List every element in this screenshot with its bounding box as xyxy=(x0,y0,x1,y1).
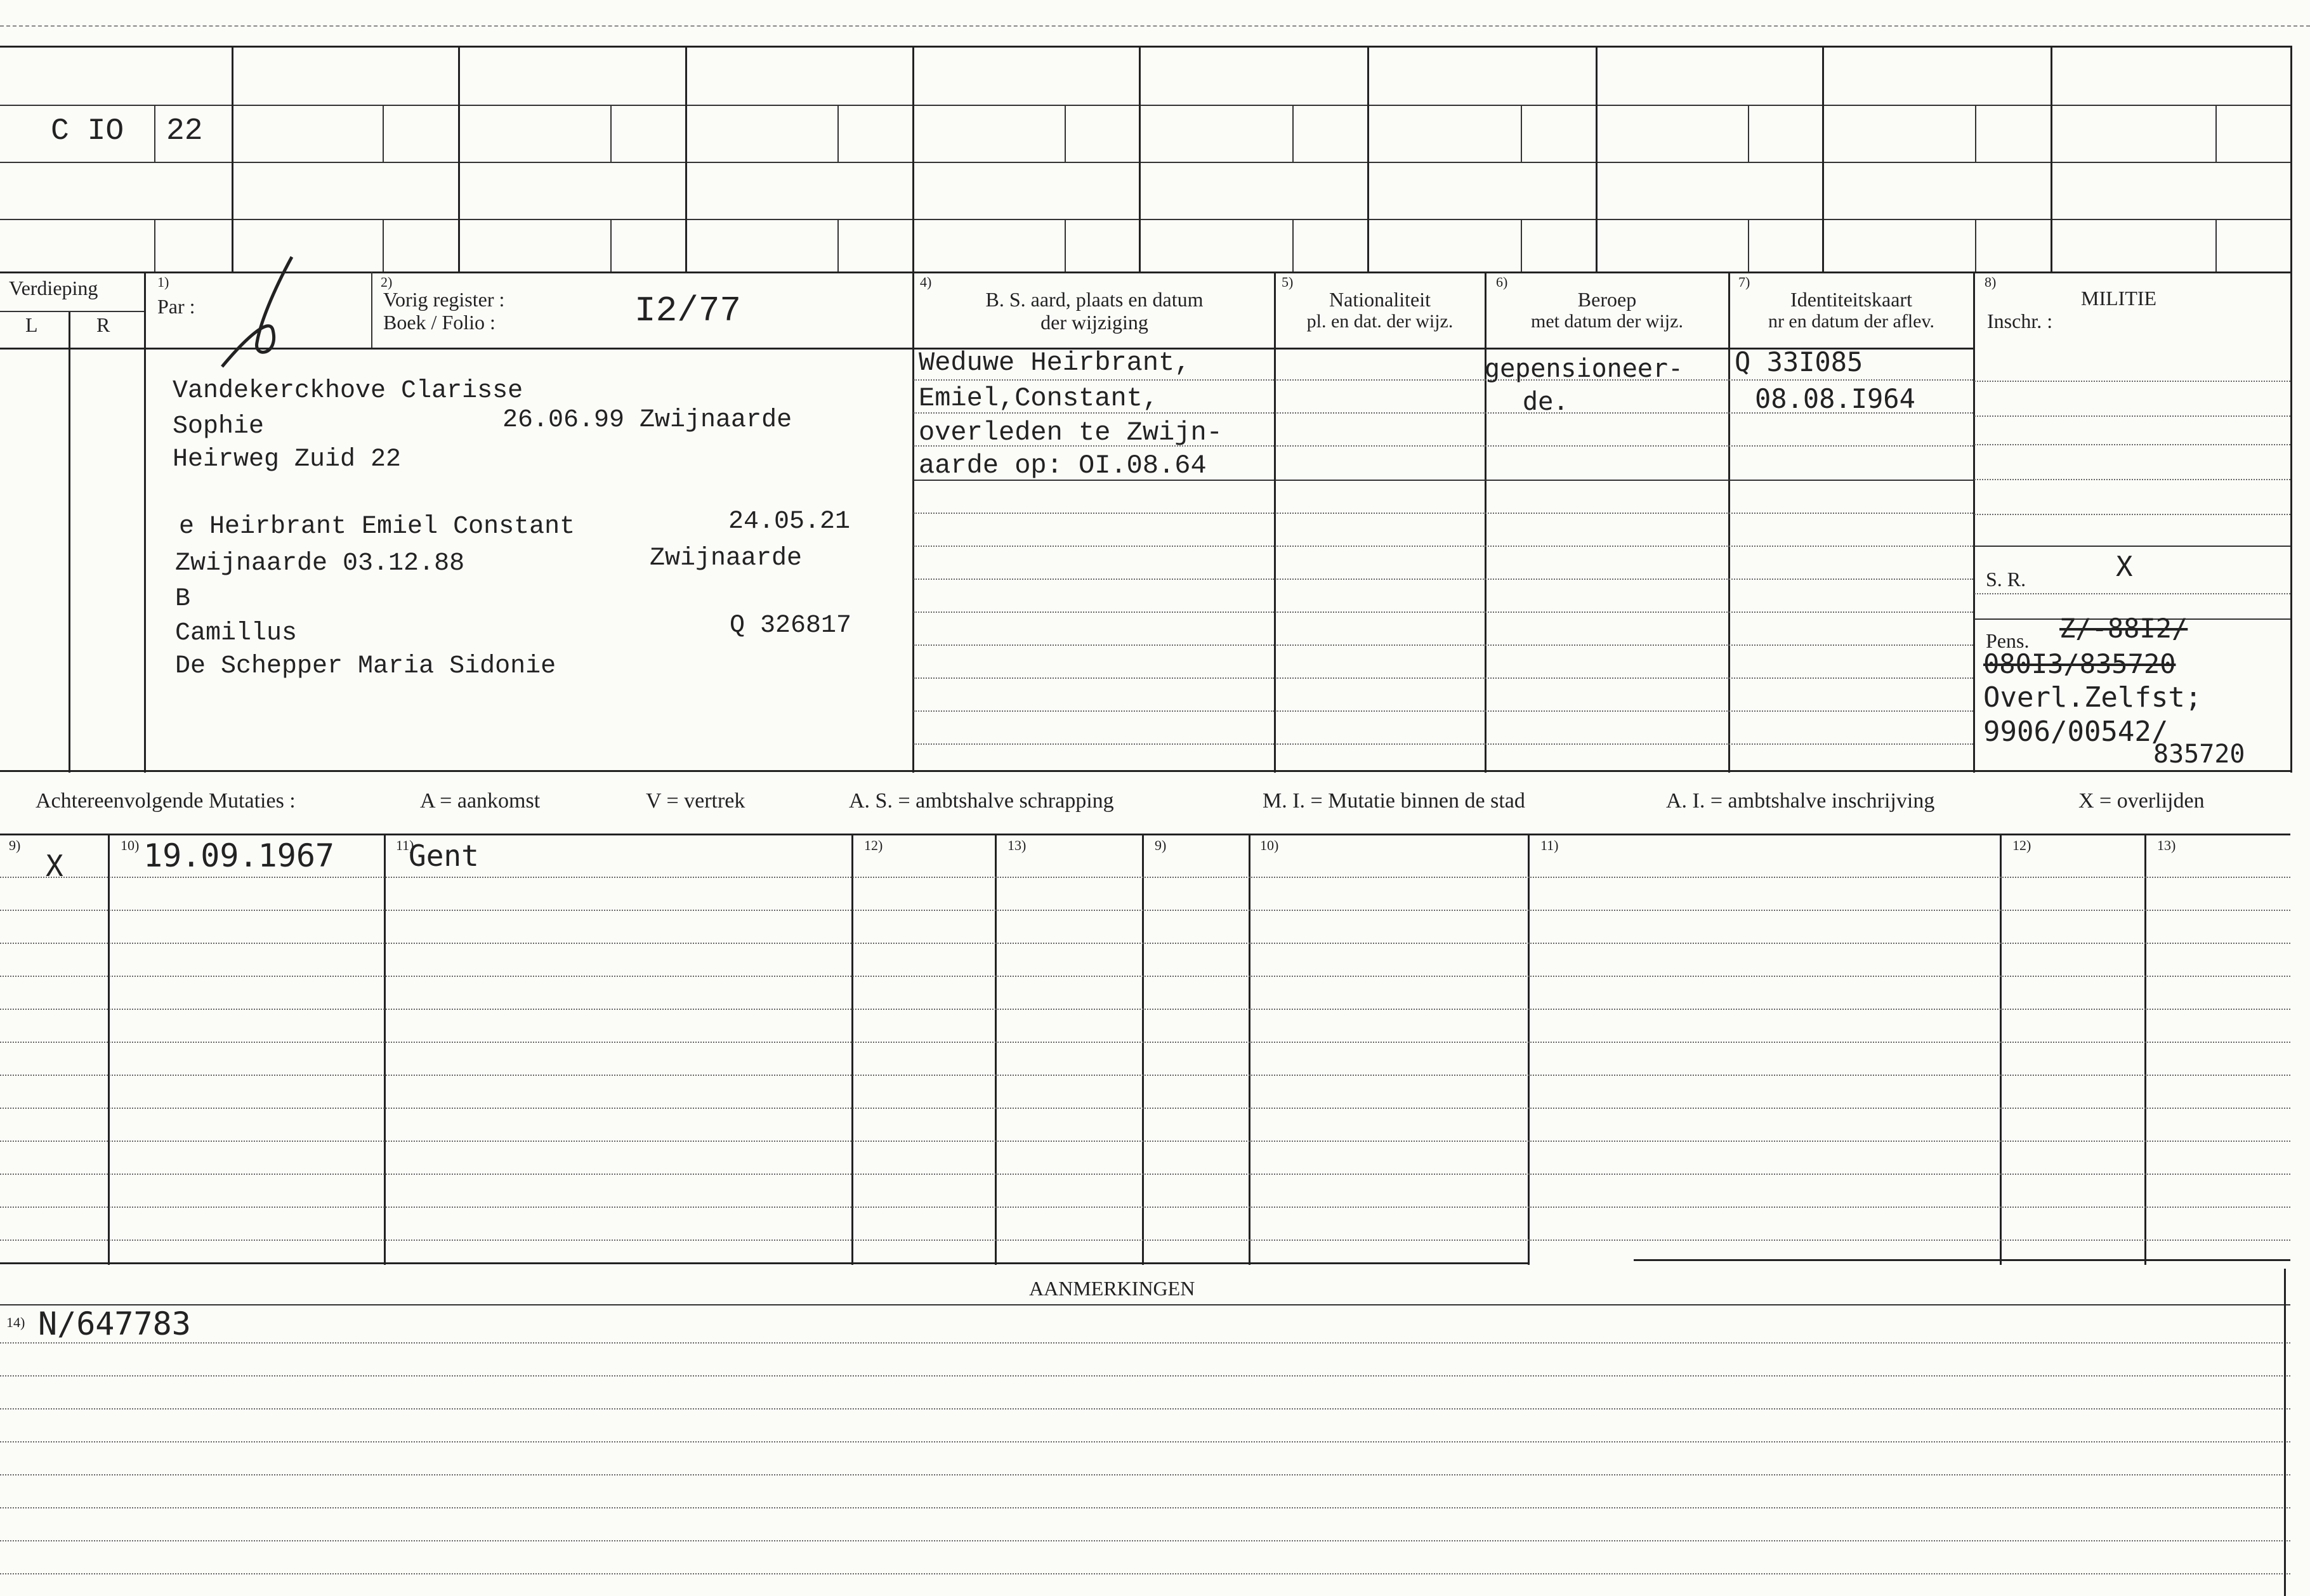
top-grid-subline xyxy=(837,105,839,162)
par-num: 1) xyxy=(157,274,169,290)
person-line-b: B xyxy=(175,585,191,613)
spouse-line-2: Zwijnaarde 03.12.88 xyxy=(175,549,465,578)
vorig-label: Vorig register : xyxy=(383,288,505,311)
mut-row-line xyxy=(0,943,2290,944)
top-grid-vline xyxy=(2290,46,2292,271)
col-divider-bs xyxy=(912,271,914,773)
bs-row-line xyxy=(914,546,1274,547)
bs-num: 4) xyxy=(920,274,932,290)
top-grid-vline xyxy=(232,46,233,271)
r-label: R xyxy=(96,313,110,336)
right-row-line xyxy=(1275,480,1973,481)
mut-row-line xyxy=(0,1075,2290,1076)
mut-col-10-right: 10) xyxy=(1260,837,1279,853)
top-grid-vline xyxy=(912,46,914,271)
bs-row-line xyxy=(914,513,1274,514)
bs-line-1: Weduwe Heirbrant, xyxy=(919,348,1191,378)
spouse-line-1: e Heirbrant Emiel Constant xyxy=(179,513,575,541)
bs-line-4: aarde op: OI.08.64 xyxy=(919,450,1207,481)
right-edge-bottom xyxy=(2284,1269,2286,1596)
top-grid-subline xyxy=(1975,219,1976,271)
sr-label: S. R. xyxy=(1986,568,2026,591)
remarks-line xyxy=(0,1507,2290,1508)
top-grid-vline xyxy=(1139,46,1141,271)
legend-vertrek: V = vertrek xyxy=(646,789,745,813)
overl-zelfst: Overl.Zelfst; xyxy=(1983,681,2202,714)
bs-line-3: overleden te Zwijn- xyxy=(919,417,1223,448)
top-grid-subline xyxy=(2215,105,2217,162)
mut-vline xyxy=(851,834,853,1265)
mut-col-13: 13) xyxy=(1007,837,1027,853)
mut-col-11-right: 11) xyxy=(1540,837,1559,853)
bs-row-line xyxy=(914,612,1274,613)
mut-row1-place: Gent xyxy=(409,839,479,873)
right-border xyxy=(2290,271,2292,773)
beroep-label-1: Beroep xyxy=(1577,288,1637,311)
par-label: Par : xyxy=(157,295,195,318)
top-grid-vline xyxy=(2051,46,2052,271)
legend-inschrijving: A. I. = ambtshalve inschrijving xyxy=(1666,789,1935,813)
id-label-1: Identiteitskaart xyxy=(1790,288,1912,311)
mut-row-line xyxy=(0,1207,2290,1208)
person-line-3: Heirweg Zuid 22 xyxy=(173,445,402,474)
col-divider-lr xyxy=(69,311,70,773)
right-row-line xyxy=(1275,743,1973,745)
mut-row-line xyxy=(0,976,2290,977)
top-grid-subline xyxy=(1292,105,1294,162)
right-row-line xyxy=(1275,710,1973,712)
pens-value: Z/-88I2/ xyxy=(2059,613,2188,644)
right-row-line xyxy=(1275,612,1973,613)
mut-row-line xyxy=(0,877,2290,878)
person-block-bottom xyxy=(0,770,2290,772)
mut-col-12: 12) xyxy=(864,837,883,853)
top-grid-subline xyxy=(154,105,155,162)
militie-num: 8) xyxy=(1985,274,1997,290)
mut-col-12-right: 12) xyxy=(2012,837,2031,853)
remarks-line xyxy=(0,1342,2290,1344)
person-line-1: Vandekerckhove Clarisse xyxy=(173,377,523,405)
militie-row-line xyxy=(1974,444,2290,445)
idcard-date: 08.08.I964 xyxy=(1755,383,1915,414)
top-grid-subline xyxy=(610,219,612,271)
idcard-number: Q 33I085 xyxy=(1735,346,1863,377)
top-grid-subline xyxy=(1748,219,1749,271)
mut-vline xyxy=(1528,834,1530,1265)
card-code: C IO xyxy=(51,114,124,148)
top-edge xyxy=(0,25,2310,27)
person-line-2-name: Sophie xyxy=(173,412,265,441)
mut-vline xyxy=(995,834,997,1265)
mutations-bottom xyxy=(0,1262,1528,1264)
spouse-line-1-date: 24.05.21 xyxy=(728,507,851,536)
remarks-num: 14) xyxy=(6,1314,25,1330)
col-divider-id xyxy=(1728,271,1730,773)
pens-line-2: 080I3/835720 xyxy=(1983,648,2176,679)
top-grid-subline xyxy=(1065,219,1066,271)
right-row-line xyxy=(1275,644,1973,646)
bs-row-line xyxy=(914,644,1274,646)
beroep-label-2: met datum der wijz. xyxy=(1531,311,1683,332)
remarks-top-line xyxy=(0,1304,2290,1305)
remarks-value: N/647783 xyxy=(38,1305,191,1342)
beroep-line-1: gepensioneer- xyxy=(1485,354,1684,383)
nat-num: 5) xyxy=(1282,274,1294,290)
col-divider-par xyxy=(144,271,146,773)
bs-row-line xyxy=(914,379,1274,381)
top-grid-line xyxy=(0,271,2290,273)
top-grid-subline xyxy=(1521,105,1522,162)
mutations-bottom-right xyxy=(1634,1259,2290,1261)
legend-title: Achtereenvolgende Mutaties : xyxy=(36,789,296,813)
id-label-2: nr en datum der aflev. xyxy=(1768,311,1935,332)
verdieping-line xyxy=(0,311,144,312)
boek-value: I2/77 xyxy=(634,291,742,331)
mut-col-10: 10) xyxy=(121,837,140,853)
top-grid-vline xyxy=(1367,46,1369,271)
top-grid-subline xyxy=(1065,105,1066,162)
top-grid-vline xyxy=(1596,46,1598,271)
bs-row-line xyxy=(914,677,1274,679)
mutations-top xyxy=(0,834,2290,835)
mut-vline xyxy=(1249,834,1250,1265)
legend-overlijden: X = overlijden xyxy=(2078,789,2205,813)
id-num: 7) xyxy=(1738,274,1750,290)
inschr-label: Inschr. : xyxy=(1987,310,2053,332)
mut-vline xyxy=(1142,834,1144,1265)
legend-mutatie: M. I. = Mutatie binnen de stad xyxy=(1263,789,1525,813)
top-grid-vline xyxy=(458,46,460,271)
remarks-line xyxy=(0,1573,2290,1574)
mut-row-line xyxy=(0,1042,2290,1043)
remarks-line xyxy=(0,1441,2290,1442)
mut-row1-type: X xyxy=(46,849,63,883)
mut-col-9: 9) xyxy=(9,837,21,853)
mut-vline xyxy=(108,834,110,1265)
top-grid-subline xyxy=(1748,105,1749,162)
mut-vline xyxy=(384,834,386,1265)
sr-value: X xyxy=(2116,551,2133,583)
bs-row-line xyxy=(914,579,1274,580)
top-grid-subline xyxy=(1292,219,1294,271)
boek-label: Boek / Folio : xyxy=(383,311,495,334)
verdieping-label: Verdieping xyxy=(9,277,98,299)
militie-row-line xyxy=(1974,479,2290,480)
pens-label: Pens. xyxy=(1986,629,2030,652)
bs-row-line xyxy=(914,743,1274,745)
remarks-title: AANMERKINGEN xyxy=(1029,1277,1195,1300)
right-row-line xyxy=(1275,677,1973,679)
beroep-num: 6) xyxy=(1496,274,1508,290)
mut-col-11: 11) xyxy=(396,837,414,853)
top-grid-line xyxy=(0,105,2290,106)
mut-row-line xyxy=(0,1108,2290,1109)
col-divider-beroep xyxy=(1485,271,1486,773)
top-grid-subline xyxy=(1975,105,1976,162)
top-grid-line xyxy=(0,219,2290,220)
remarks-line xyxy=(0,1375,2290,1377)
person-line-camillus: Camillus xyxy=(175,619,298,648)
militie-row-line xyxy=(1974,593,2290,594)
bs-label-1: B. S. aard, plaats en datum xyxy=(985,288,1204,311)
nat-label-2: pl. en dat. der wijz. xyxy=(1306,311,1454,332)
mut-vline xyxy=(2144,834,2146,1265)
l-label: L xyxy=(25,313,38,336)
remarks-line xyxy=(0,1474,2290,1475)
mut-col-9-right: 9) xyxy=(1155,837,1167,853)
mut-row-line xyxy=(0,910,2290,911)
mut-vline xyxy=(2000,834,2002,1265)
col-divider-militie xyxy=(1973,271,1975,773)
mut-row1-date: 19.09.1967 xyxy=(143,837,335,874)
card-number: 22 xyxy=(166,114,203,148)
mut-row-line xyxy=(0,1240,2290,1241)
right-row-line xyxy=(1275,546,1973,547)
top-grid-subline xyxy=(1521,219,1522,271)
par-signature xyxy=(209,254,311,374)
militie-num-1: 9906/00542/ xyxy=(1983,716,2169,748)
nat-label-1: Nationaliteit xyxy=(1329,288,1431,311)
legend-aankomst: A = aankomst xyxy=(420,789,541,813)
remarks-line xyxy=(0,1540,2290,1541)
militie-row-line xyxy=(1974,546,2290,547)
col-divider-nat xyxy=(1274,271,1276,773)
mut-row-line xyxy=(0,1174,2290,1175)
spouse-line-2-place: Zwijnaarde xyxy=(650,544,803,573)
right-row-line xyxy=(1275,579,1973,580)
bs-line-2: Emiel,Constant, xyxy=(919,383,1159,414)
mut-row-line xyxy=(0,1141,2290,1142)
top-grid-subline xyxy=(837,219,839,271)
person-mother: De Schepper Maria Sidonie xyxy=(175,652,556,681)
mut-row-line xyxy=(0,1009,2290,1010)
militie-label: MILITIE xyxy=(2081,287,2157,310)
top-grid-border xyxy=(0,46,2290,48)
bs-label-2: der wijziging xyxy=(1040,311,1148,334)
militie-row-line xyxy=(1974,514,2290,515)
beroep-line-2: de. xyxy=(1523,387,1569,416)
legend-schrapping: A. S. = ambtshalve schrapping xyxy=(849,789,1114,813)
top-grid-subline xyxy=(383,219,384,271)
right-row-line xyxy=(1275,513,1973,514)
remarks-line xyxy=(0,1408,2290,1410)
top-grid-subline xyxy=(610,105,612,162)
col-divider-vorig xyxy=(371,271,372,348)
top-grid-vline xyxy=(685,46,687,271)
right-row-line xyxy=(1275,445,1973,447)
militie-num-2: 835720 xyxy=(2153,740,2245,769)
top-grid-subline xyxy=(383,105,384,162)
top-grid-line xyxy=(0,162,2290,163)
top-grid-subline xyxy=(2215,219,2217,271)
militie-row-line xyxy=(1974,415,2290,417)
person-id-number: Q 326817 xyxy=(730,612,852,640)
top-grid-vline xyxy=(1822,46,1824,271)
bs-row-line xyxy=(914,710,1274,712)
top-grid-subline xyxy=(154,219,155,271)
person-line-2-date: 26.06.99 Zwijnaarde xyxy=(502,406,792,435)
mut-col-13-right: 13) xyxy=(2157,837,2176,853)
militie-row-line xyxy=(1974,381,2290,382)
vorig-num: 2) xyxy=(381,274,393,290)
